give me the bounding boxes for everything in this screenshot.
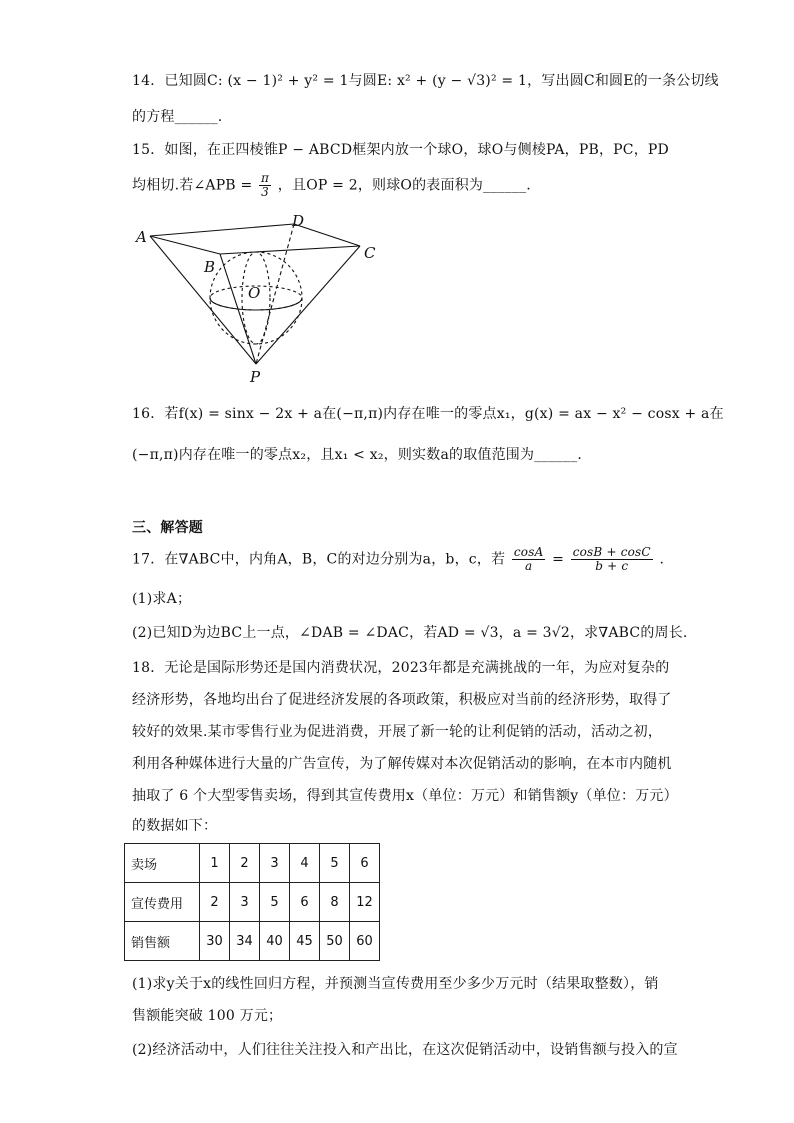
q17-frac1-num: cosA <box>513 545 544 559</box>
q18-sub2-line1: (2)经济活动中，人们往往关注投入和产出比，在这次促销活动中，设销售额与投入的宣 <box>132 1042 678 1058</box>
cell: 5 <box>260 883 290 922</box>
q15-frac-num: π <box>261 171 270 185</box>
cell: 50 <box>320 922 350 961</box>
q15-angle-fraction <box>259 172 271 199</box>
table-row <box>125 883 380 922</box>
edge-BC <box>220 246 360 254</box>
q18-line-0: 18．无论是国际形势还是国内消费状况，2023年都是充满挑战的一年，为应对复杂的 <box>132 660 670 676</box>
q15-line2 <box>132 172 531 199</box>
cell: 30 <box>200 922 230 961</box>
row-label: 宣传费用 <box>125 883 200 922</box>
row-label: 卖场 <box>125 844 200 883</box>
pyramid-sphere-figure <box>132 206 392 386</box>
q17-line1-a: 17．在∇ABC中，内角A，B，C的对边分别为a，b，c，若 <box>132 551 506 568</box>
cell: 1 <box>200 844 230 883</box>
cell: 5 <box>320 844 350 883</box>
q15-line1: 15．如图，在正四棱锥P − ABCD框架内放一个球O，球O与侧棱PA，PB，PC，PD <box>132 142 669 158</box>
cell: 2 <box>200 883 230 922</box>
cell: 4 <box>290 844 320 883</box>
q17-sub2: (2)已知D为边BC上一点，∠DAB = ∠DAC，若AD = √3，a = 3√2，求∇ABC的周长. <box>132 625 688 641</box>
q15-line2-a: 均相切.若∠APB = <box>132 177 253 194</box>
q14-line2: 的方程______. <box>132 109 223 125</box>
q17-frac2 <box>571 546 653 573</box>
cell: 3 <box>230 883 260 922</box>
q17-frac1-den: a <box>524 559 533 573</box>
cell: 12 <box>350 883 380 922</box>
q18-sub1-line1: (1)求y关于x的线性回归方程，并预测当宣传费用至少多少万元时（结果取整数），销 <box>132 976 659 992</box>
q18-line-4: 抽取了 6 个大型零售卖场，得到其宣传费用x（单位：万元）和销售额y（单位：万元） <box>132 788 678 804</box>
label-O: O <box>248 284 261 302</box>
cell: 60 <box>350 922 380 961</box>
cell: 2 <box>230 844 260 883</box>
cell: 8 <box>320 883 350 922</box>
q17-frac2-num: cosB + cosC <box>572 545 651 559</box>
data-table <box>124 843 380 961</box>
edge-AB <box>150 236 220 254</box>
cell: 34 <box>230 922 260 961</box>
cell: 3 <box>260 844 290 883</box>
label-P: P <box>250 368 261 386</box>
q18-sub1-line2: 售额能突破 100 万元； <box>132 1008 283 1024</box>
label-A: A <box>136 228 147 246</box>
cell: 40 <box>260 922 290 961</box>
q18-line-1: 经济形势，各地均出台了促进经济发展的各项政策，积极应对当前的经济形势，取得了 <box>132 692 672 708</box>
table-row <box>125 922 380 961</box>
row-label: 销售额 <box>125 922 200 961</box>
q15-line2-b: ，且OP = 2，则球O的表面积为______. <box>277 177 531 194</box>
table-row <box>125 844 380 883</box>
q17-eq: = <box>552 551 565 568</box>
q17-frac2-den: b + c <box>595 559 629 573</box>
q17-sub1: (1)求A； <box>132 591 192 607</box>
cell: 45 <box>290 922 320 961</box>
label-D: D <box>292 212 305 230</box>
q16-line1: 16．若f(x) = sinx − 2x + a在(−π,π)内存在唯一的零点x₁，g(x) = ax − x² − cosx + a在 <box>132 406 724 422</box>
q16-line2: (−π,π)内存在唯一的零点x₂，且x₁ < x₂，则实数a的取值范围为______. <box>132 447 583 463</box>
edge-AD <box>150 224 294 236</box>
q17-line1 <box>132 546 664 573</box>
q17-line1-end: . <box>659 551 665 568</box>
q18-line-2: 较好的效果.某市零售行业为促进消费，开展了新一轮的让利促销的活动，活动之初， <box>132 724 663 740</box>
section-title: 三、解答题 <box>132 520 203 536</box>
cell: 6 <box>350 844 380 883</box>
label-C: C <box>364 244 376 262</box>
cell: 6 <box>290 883 320 922</box>
q18-line-5: 的数据如下： <box>132 818 218 834</box>
label-B: B <box>204 258 216 276</box>
q17-frac1 <box>512 546 546 573</box>
q18-line-3: 利用各种媒体进行大量的广告宣传，为了解传媒对本次促销活动的影响，在本市内随机 <box>132 756 672 772</box>
q15-frac-den: 3 <box>261 185 270 199</box>
q14-line1: 14．已知圆C: (x − 1)² + y² = 1与圆E: x² + (y − √3)² = 1，写出圆C和圆E的一条公切线 <box>132 73 719 89</box>
